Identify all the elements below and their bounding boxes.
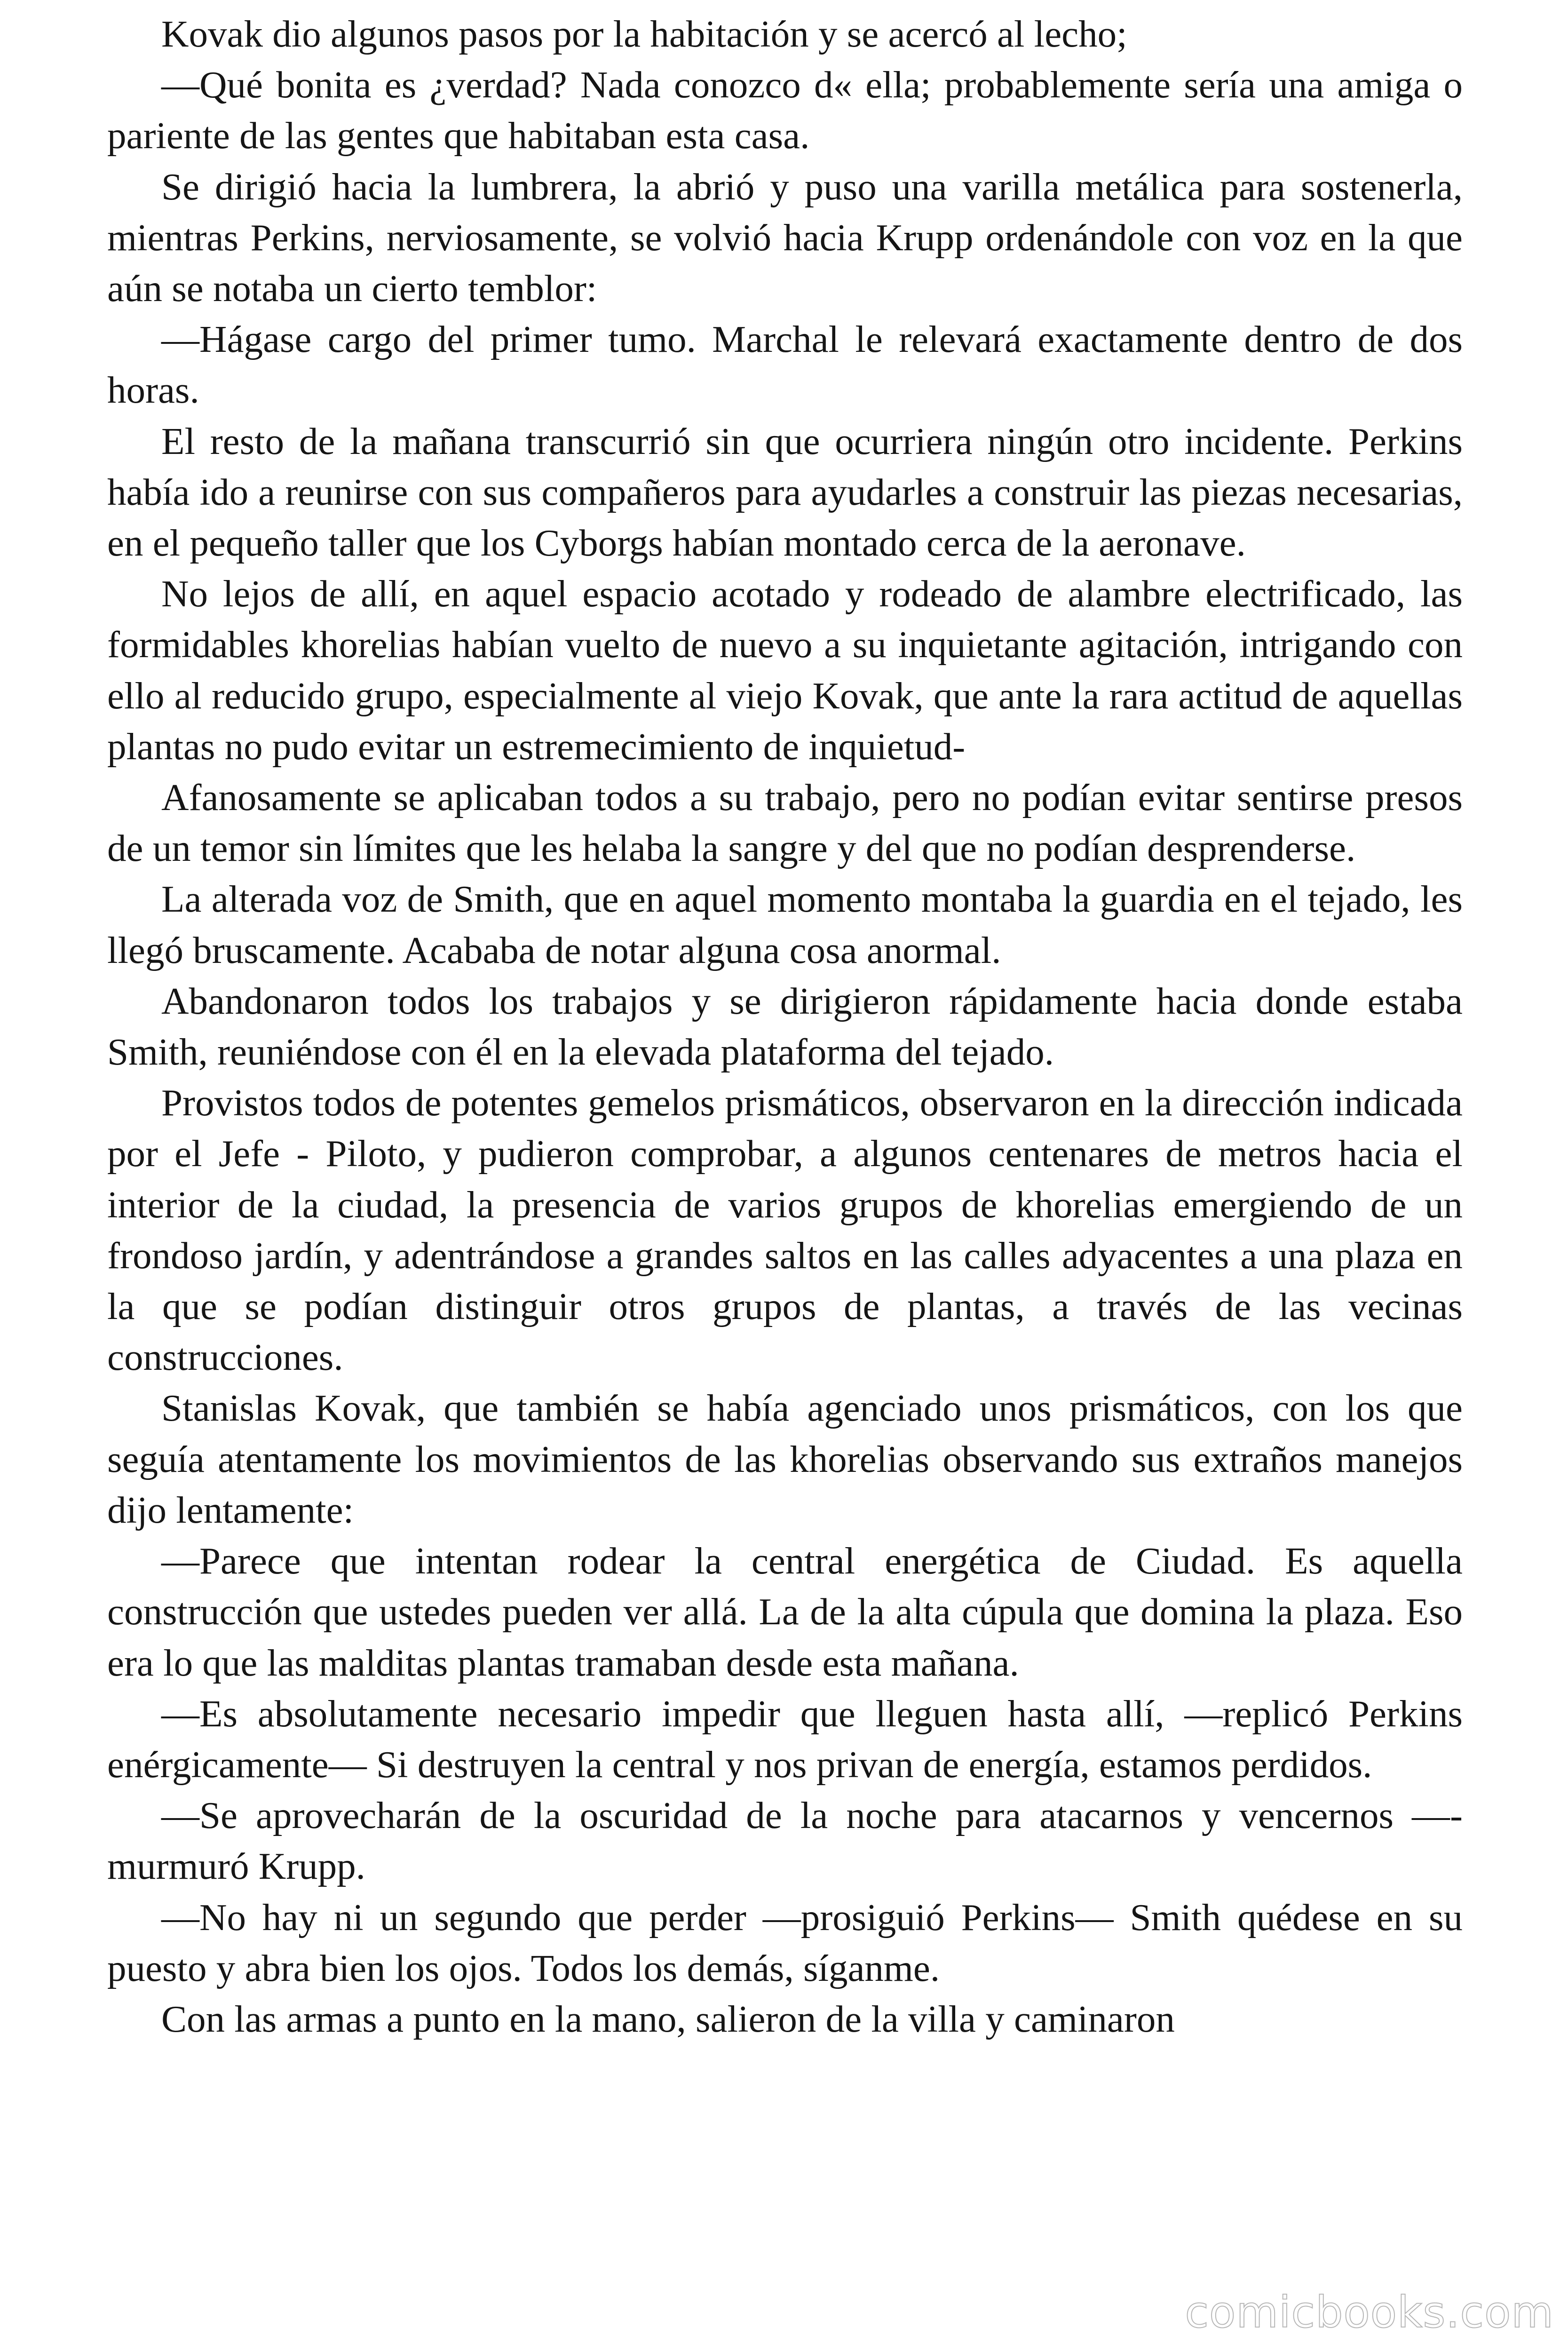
paragraph: Afanosamente se aplicaban todos a su trabajo, pero no podían evitar sentirse presos de un temor sin límites que les helaba la sangre y del que no podían desprenderse. <box>107 776 1463 870</box>
watermark: comicbooks.com <box>1185 2287 1554 2337</box>
paragraph: Kovak dio algunos pasos por la habitación y se acercó al lecho; <box>161 13 1127 55</box>
paragraph: —Parece que intentan rodear la central energética de Ciudad. Es aquella construcción que ustedes pueden ver allá. La de la alta cúpula que domina la plaza. Eso era lo que las malditas plantas tramaban desde esta mañana. <box>107 1540 1463 1684</box>
paragraph: —Se aprovecharán de la oscuridad de la noche para atacarnos y vencernos —- murmuró Krupp. <box>107 1794 1463 1888</box>
paragraph: Stanislas Kovak, que también se había agenciado unos prismáticos, con los que seguía atentamente los movimientos de las khorelias observando sus extraños manejos dijo lentamente: <box>107 1387 1463 1531</box>
paragraph: —Hágase cargo del primer tumo. Marchal le relevará exactamente dentro de dos horas. <box>107 318 1463 412</box>
paragraph: Con las armas a punto en la mano, salieron de la villa y caminaron <box>161 1997 1175 2040</box>
paragraph: —Qué bonita es ¿verdad? Nada conozco d« ella; probablemente sería una amiga o pariente de las gentes que habitaban esta casa. <box>107 64 1463 157</box>
paragraph: Abandonaron todos los trabajos y se dirigieron rápidamente hacia donde estaba Smith, reuniéndose con él en la elevada plataforma del tejado. <box>107 979 1463 1073</box>
paragraph: La alterada voz de Smith, que en aquel momento montaba la guardia en el tejado, les llegó bruscamente. Acababa de notar alguna cosa anormal. <box>107 878 1463 971</box>
paragraph: —No hay ni un segundo que perder —prosiguió Perkins— Smith quédese en su puesto y abra bien los ojos. Todos los demás, síganme. <box>107 1896 1463 1989</box>
paragraph: Provistos todos de potentes gemelos prismáticos, observaron en la dirección indicada por el Jefe - Piloto, y pudieron comprobar, a algunos centenares de metros hacia el interior de la ciudad, la presencia de varios grupos de khorelias emergiendo de un frondoso jardín, y adentrándose a grandes saltos en las calles adyacentes a una plaza en la que se podían distinguir otros grupos de plantas, a través de las vecinas construcciones. <box>107 1081 1463 1379</box>
page-text <box>107 8 1463 2044</box>
paragraph: No lejos de allí, en aquel espacio acotado y rodeado de alambre electrificado, las formidables khorelias habían vuelto de nuevo a su inquietante agitación, intrigando con ello al reducido grupo, especialmente al viejo Kovak, que ante la rara actitud de aquellas plantas no pudo evitar un estremecimiento de inquietud- <box>107 572 1463 768</box>
paragraph: Se dirigió hacia la lumbrera, la abrió y puso una varilla metálica para sostenerla, mientras Perkins, nerviosamente, se volvió hacia Krupp ordenándole con voz en la que aún se notaba un cierto temblor: <box>107 165 1463 310</box>
paragraph: El resto de la mañana transcurrió sin que ocurriera ningún otro incidente. Perkins había ido a reunirse con sus compañeros para ayudarles a construir las piezas necesarias, en el pequeño taller que los Cyborgs habían montado cerca de la aeronave. <box>107 420 1463 564</box>
paragraph: —Es absolutamente necesario impedir que lleguen hasta allí, —replicó Perkins enérgicamente— Si destruyen la central y nos privan de energía, estamos perdidos. <box>107 1692 1463 1786</box>
